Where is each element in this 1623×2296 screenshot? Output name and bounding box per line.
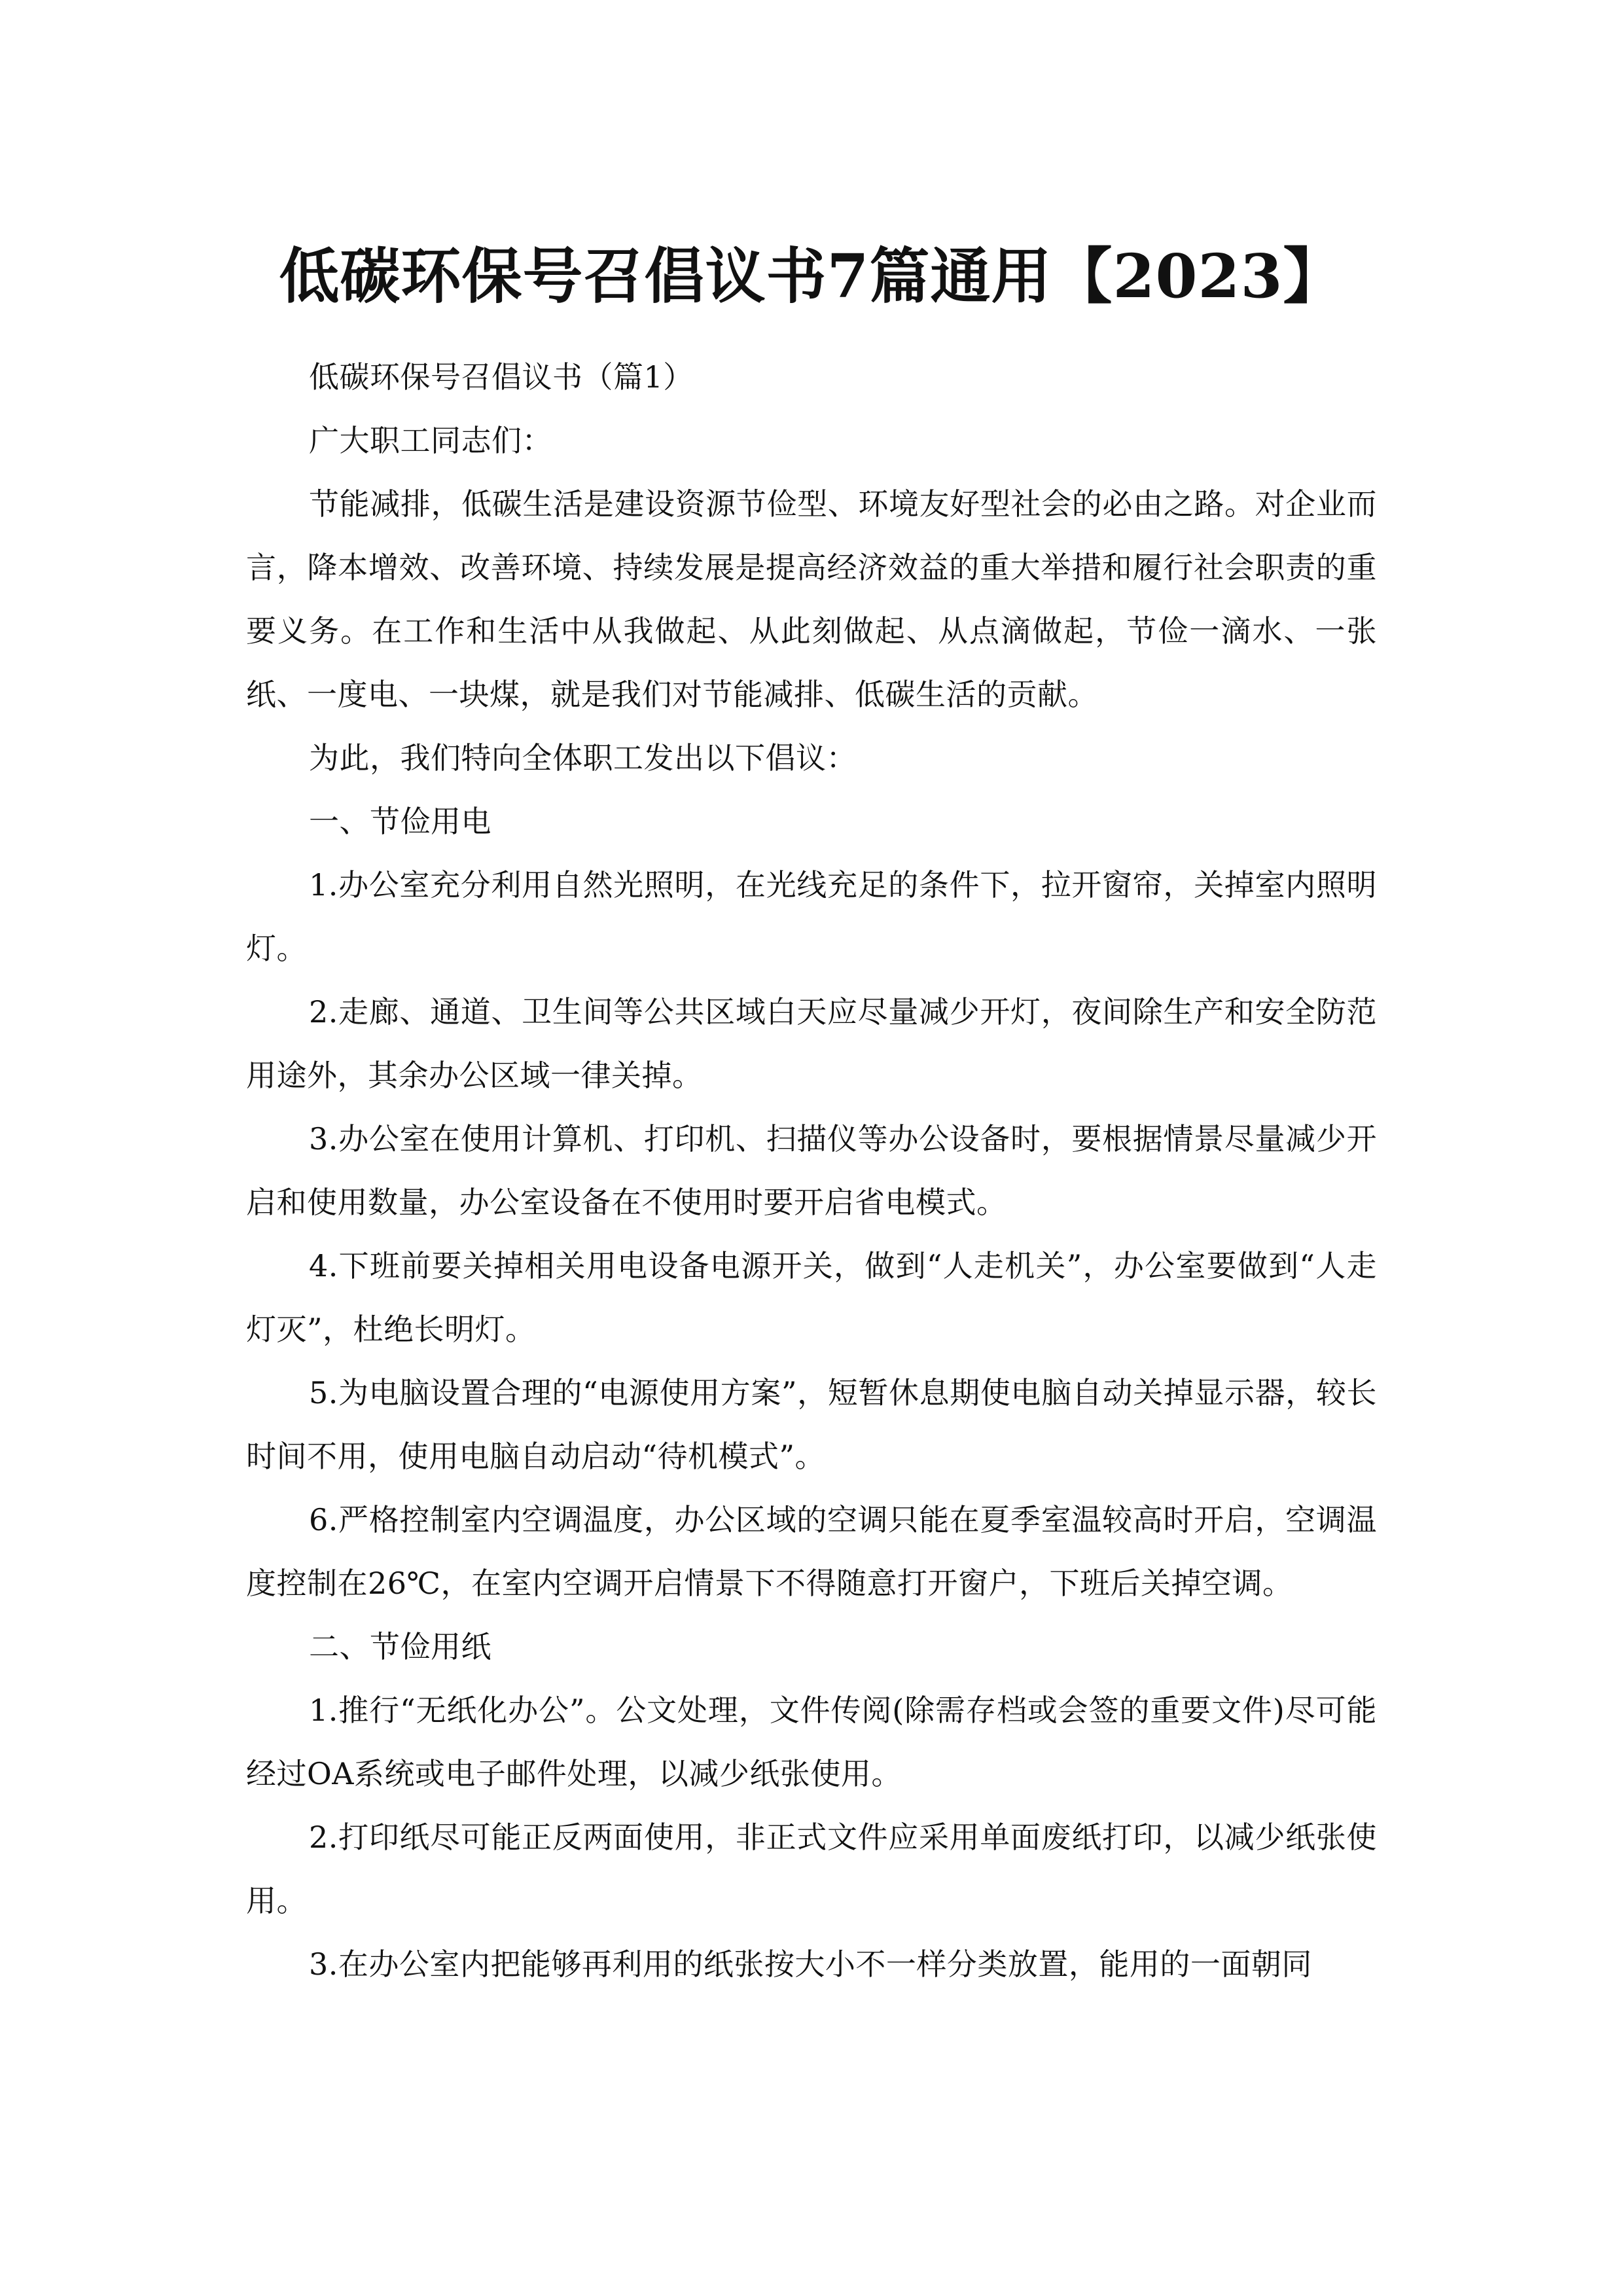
subheading: 一、节俭用电 <box>309 804 491 839</box>
paragraph: 为此，我们特向全体职工发出以下倡议： <box>309 740 857 776</box>
list-item: 1.办公室充分利用自然光照明，在光线充足的条件下，拉开窗帘，关掉室内照明灯。 <box>246 867 1377 966</box>
list-item: 1.推行“无纸化办公”。公文处理，文件传阅(除需存档或会签的重要文件)尽可能经过OA系统或电子邮件处理，以减少纸张使用。 <box>246 1693 1377 1791</box>
list-item: 3.办公室在使用计算机、打印机、扫描仪等办公设备时，要根据情景尽量减少开启和使用数量，办公室设备在不使用时要开启省电模式。 <box>246 1121 1377 1220</box>
salutation: 广大职工同志们： <box>309 423 552 458</box>
document-body <box>246 346 1377 1996</box>
list-item: 2.走廊、通道、卫生间等公共区域白天应尽量减少开灯，夜间除生产和安全防范用途外，其余办公区域一律关掉。 <box>246 994 1377 1093</box>
paragraph: 节能减排，低碳生活是建设资源节俭型、环境友好型社会的必由之路。对企业而言，降本增效、改善环境、持续发展是提高经济效益的重大举措和履行社会职责的重要义务。在工作和生活中从我做起、从此刻做起、从点滴做起，节俭一滴水、一张纸、一度电、一块煤，就是我们对节能减排、低碳生活的贡献。 <box>246 486 1377 712</box>
list-item: 6.严格控制室内空调温度，办公区域的空调只能在夏季室温较高时开启，空调温度控制在26℃，在室内空调开启情景下不得随意打开窗户，下班后关掉空调。 <box>246 1502 1377 1601</box>
subheading: 二、节俭用纸 <box>309 1629 491 1664</box>
section-heading: 低碳环保号召倡议书（篇1） <box>309 359 694 395</box>
list-item: 3.在办公室内把能够再利用的纸张按大小不一样分类放置，能用的一面朝同 <box>309 1946 1312 1982</box>
list-item: 2.打印纸尽可能正反两面使用，非正式文件应采用单面废纸打印，以减少纸张使用。 <box>246 1820 1377 1918</box>
list-item: 5.为电脑设置合理的“电源使用方案”，短暂休息期使电脑自动关掉显示器，较长时间不用，使用电脑自动启动“待机模式”。 <box>246 1375 1377 1474</box>
document-title: 低碳环保号召倡议书7篇通用【2023】 <box>279 240 1344 312</box>
list-item: 4.下班前要关掉相关用电设备电源开关，做到“人走机关”，办公室要做到“人走灯灭”，杜绝长明灯。 <box>246 1248 1377 1347</box>
